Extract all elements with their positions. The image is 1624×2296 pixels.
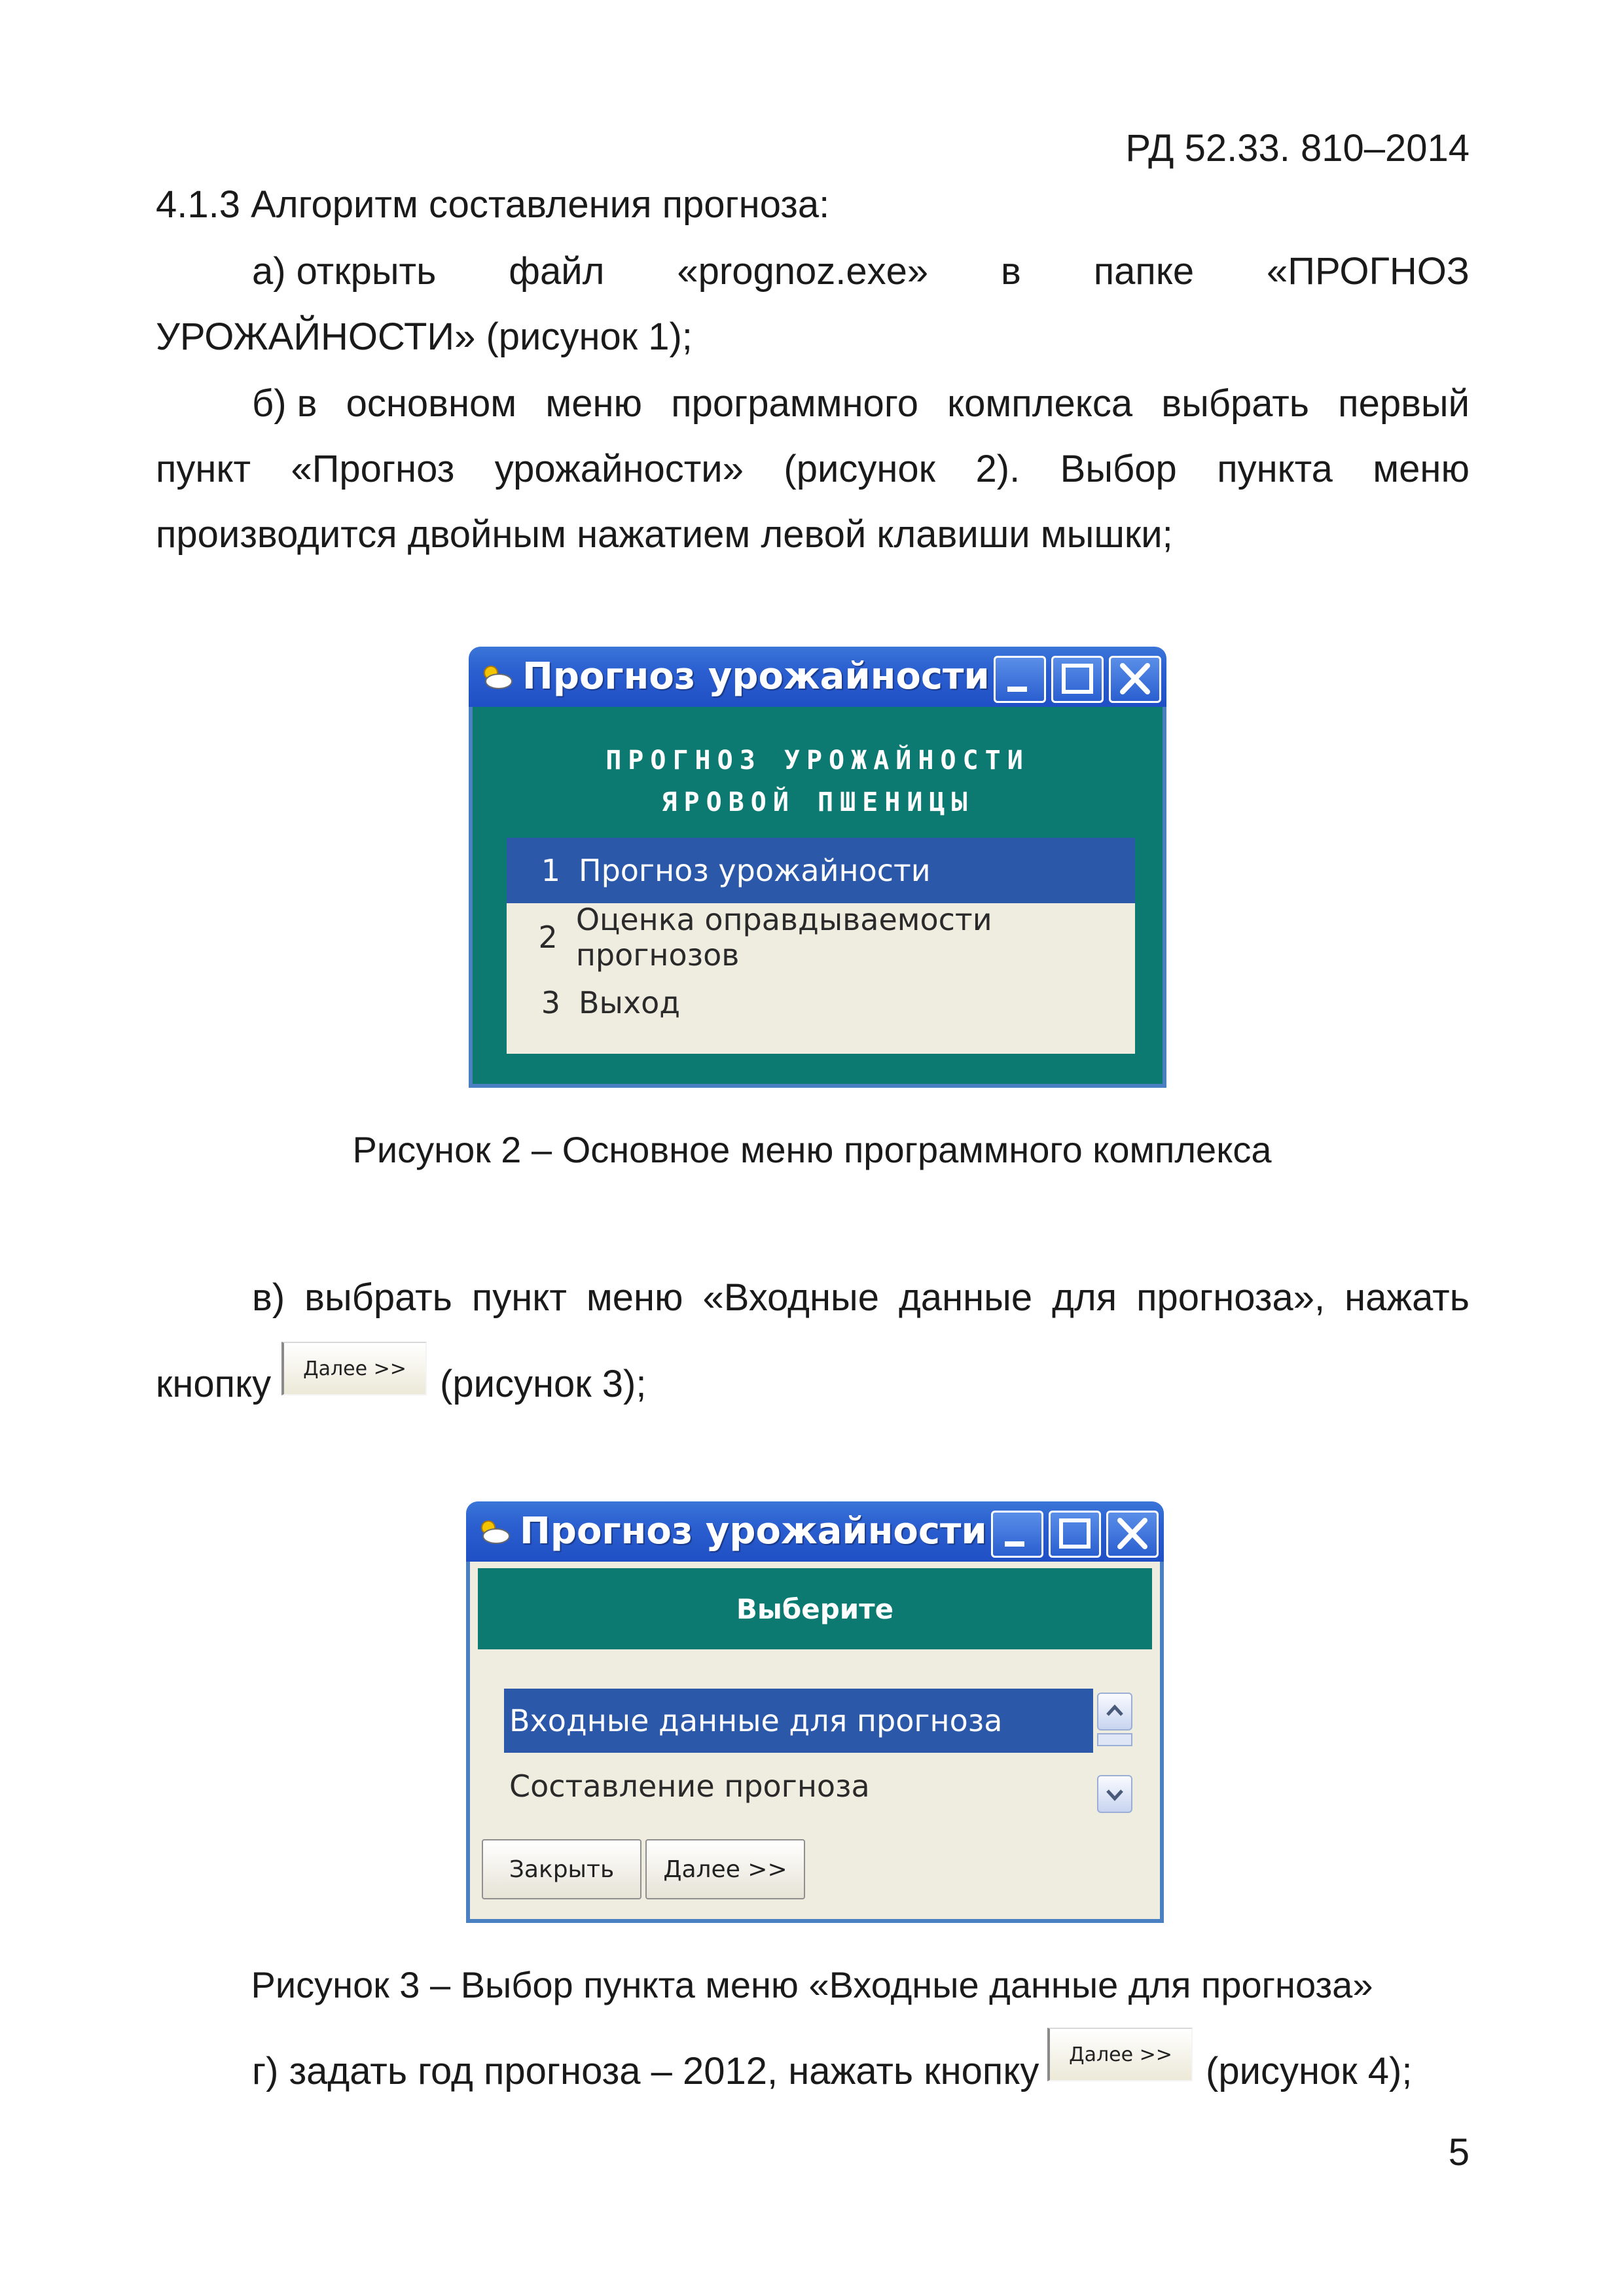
scrollbar-thumb[interactable] (1097, 1733, 1132, 1746)
next-button[interactable]: Далее >> (645, 1839, 805, 1899)
step-v-line1: в) выбрать пункт меню «Входные данные для прогноза», нажать (252, 1276, 1470, 1319)
step-b-line2: пункт «Прогноз урожайности» (рисунок 2). Выбор пункта меню (156, 448, 1470, 490)
maximize-button[interactable] (1049, 1511, 1101, 1558)
minimize-icon (993, 1513, 1041, 1556)
step-b-line1: б) в основном меню программного комплекса выбрать первый (252, 382, 1470, 425)
minimize-button[interactable] (991, 1511, 1043, 1558)
close-icon (1108, 1513, 1157, 1556)
figure3-caption: Рисунок 3 – Выбор пункта меню «Входные данные для прогноза» (251, 1964, 1373, 2005)
step-g-figure-ref: (рисунок 4); (1206, 2050, 1413, 2092)
dialog-banner: Выберите (478, 1568, 1152, 1649)
minimize-icon (996, 658, 1044, 701)
menu-banner: ПРОГНОЗ УРОЖАЙНОСТИ ЯРОВОЙ ПШЕНИЦЫ (605, 745, 1030, 817)
app-sun-cloud-icon (479, 664, 513, 690)
main-menu-list (507, 838, 1135, 1054)
main-menu-window (469, 655, 1166, 1088)
window-title: Прогноз урожайности (520, 1510, 987, 1552)
choose-dialog-window (466, 1510, 1164, 1923)
menu-item-forecast[interactable]: 1 Прогноз урожайности (507, 838, 1135, 903)
menu-item-accuracy[interactable]: 2 Оценка оправдываемости прогнозов (538, 902, 992, 973)
list-item-input-data[interactable]: Входные данные для прогноза (504, 1689, 1093, 1753)
step-a-line2: УРОЖАЙНОСТИ» (рисунок 1); (156, 315, 693, 358)
step-v-kbutton-text: кнопку (156, 1363, 272, 1405)
window-titlebar (469, 647, 1166, 707)
list-item-compose-forecast[interactable]: Составление прогноза (509, 1768, 870, 1804)
chevron-down-icon (1098, 1776, 1131, 1812)
window-titlebar (466, 1501, 1164, 1562)
step-v-figure-ref: (рисунок 3); (440, 1363, 647, 1405)
close-button[interactable] (1106, 1511, 1159, 1558)
document-code: РД 52.33. 810–2014 (1125, 127, 1470, 170)
step-a-line1: а) открыть файл «prognoz.exe» в папке «ПРОГНОЗ (252, 250, 1470, 293)
choose-list (504, 1689, 1093, 1820)
maximize-button[interactable] (1051, 656, 1104, 703)
app-sun-cloud-icon (477, 1518, 511, 1545)
maximize-icon (1051, 1513, 1099, 1556)
scroll-down-button[interactable] (1097, 1775, 1132, 1813)
inline-next-button: Далее >> (281, 1342, 427, 1395)
minimize-button[interactable] (994, 656, 1046, 703)
step-b-line3: производится двойным нажатием левой клавиши мышки; (156, 513, 1173, 556)
close-button[interactable] (1109, 656, 1161, 703)
step-g-text: г) задать год прогноза – 2012, нажать кнопку (252, 2050, 1039, 2092)
close-icon (1111, 658, 1159, 701)
close-dialog-button[interactable]: Закрыть (482, 1839, 641, 1899)
section-heading: 4.1.3 Алгоритм составления прогноза: (156, 183, 830, 226)
maximize-icon (1053, 658, 1102, 701)
scroll-up-button[interactable] (1097, 1693, 1132, 1731)
chevron-up-icon (1098, 1694, 1131, 1729)
menu-item-exit[interactable]: 3 Выход (541, 985, 681, 1020)
inline-next-button: Далее >> (1047, 2028, 1193, 2081)
window-title: Прогноз урожайности (522, 655, 990, 698)
page-number: 5 (1448, 2131, 1470, 2174)
figure2-caption: Рисунок 2 – Основное меню программного комплекса (352, 1129, 1272, 1170)
